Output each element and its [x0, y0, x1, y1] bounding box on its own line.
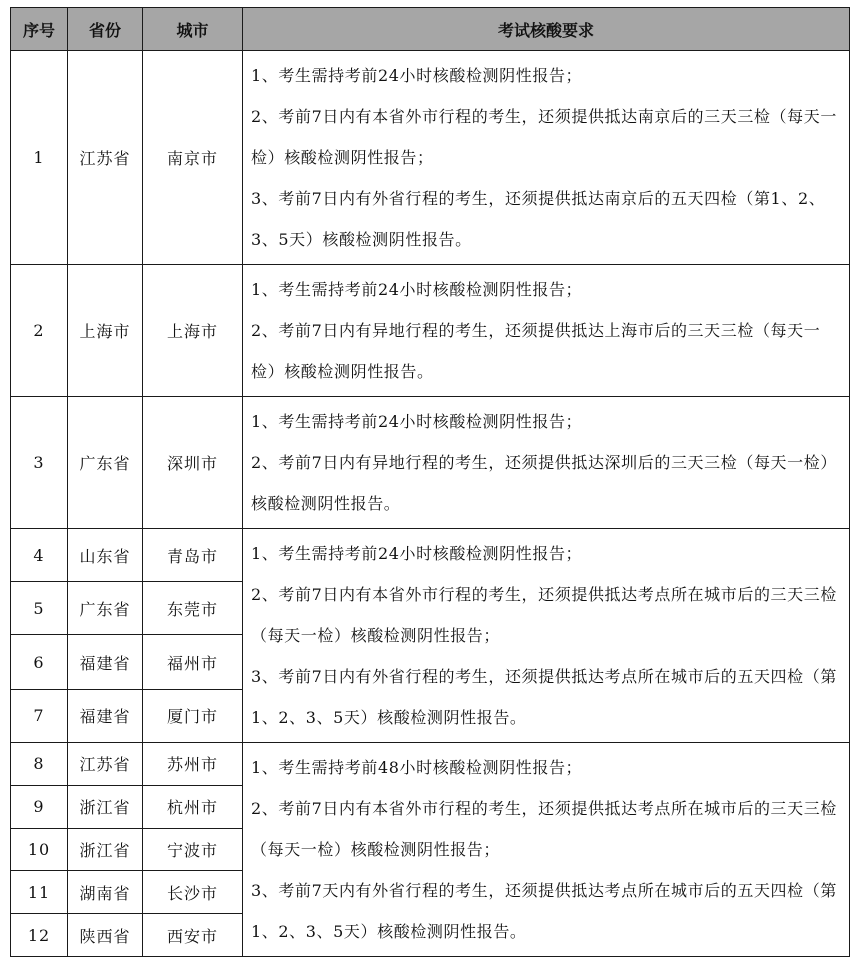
province-cell: 江苏省: [68, 743, 143, 786]
table-row: [11, 529, 850, 582]
serial-number-cell: 9: [11, 785, 68, 828]
requirement-item: 1、考生需持考前24小时核酸检测阴性报告；: [251, 412, 583, 431]
header-city: 城市: [143, 8, 243, 51]
city-cell: 长沙市: [143, 871, 243, 914]
requirement-item: 2、考前7日内有本省外市行程的考生，还须提供抵达南京后的三天三检（每天一检）核酸检测阴性报告；: [251, 107, 837, 167]
province-cell: 江苏省: [68, 51, 143, 265]
table-row: [11, 51, 850, 265]
province-cell: 上海市: [68, 265, 143, 397]
requirement-item: 1、考生需持考前48小时核酸检测阴性报告；: [251, 758, 583, 777]
table-row: [11, 265, 850, 397]
serial-number-cell: 3: [11, 397, 68, 529]
city-cell: 宁波市: [143, 828, 243, 871]
serial-number-cell: 5: [11, 582, 68, 635]
serial-number-cell: 10: [11, 828, 68, 871]
requirement-cell: [243, 51, 850, 265]
serial-number-cell: 6: [11, 635, 68, 689]
serial-number-cell: 11: [11, 871, 68, 914]
province-cell: 湖南省: [68, 871, 143, 914]
province-cell: 陕西省: [68, 914, 143, 957]
province-cell: 福建省: [68, 635, 143, 689]
requirement-item: 3、考前7天内有外省行程的考生，还须提供抵达考点所在城市后的五天四检（第1、2、3、5天）核酸检测阴性报告。: [251, 881, 837, 941]
serial-number-cell: 7: [11, 689, 68, 742]
province-cell: 山东省: [68, 529, 143, 582]
province-cell: 广东省: [68, 397, 143, 529]
requirement-cell: [243, 743, 850, 957]
requirement-item: 3、考前7日内有外省行程的考生，还须提供抵达考点所在城市后的五天四检（第1、2、3、5天）核酸检测阴性报告。: [251, 667, 837, 727]
province-cell: 浙江省: [68, 828, 143, 871]
city-cell: 苏州市: [143, 743, 243, 786]
city-cell: 上海市: [143, 265, 243, 397]
city-cell: 厦门市: [143, 689, 243, 742]
city-cell: 青岛市: [143, 529, 243, 582]
requirement-item: 1、考生需持考前24小时核酸检测阴性报告；: [251, 66, 583, 85]
table-row: [11, 397, 850, 529]
requirement-item: 2、考前7日内有异地行程的考生，还须提供抵达深圳后的三天三检（每天一检）核酸检测阴性报告。: [251, 453, 837, 513]
requirement-item: 1、考生需持考前24小时核酸检测阴性报告；: [251, 280, 583, 299]
requirement-item: 2、考前7日内有本省外市行程的考生，还须提供抵达考点所在城市后的三天三检（每天一检）核酸检测阴性报告；: [251, 799, 837, 859]
serial-number-cell: 2: [11, 265, 68, 397]
header-row: [11, 8, 850, 51]
serial-number-cell: 12: [11, 914, 68, 957]
city-cell: 深圳市: [143, 397, 243, 529]
requirement-item: 3、考前7日内有外省行程的考生，还须提供抵达南京后的五天四检（第1、2、3、5天）核酸检测阴性报告。: [251, 189, 826, 249]
requirement-cell: [243, 397, 850, 529]
header-requirement: 考试核酸要求: [243, 8, 850, 51]
requirement-item: 2、考前7日内有本省外市行程的考生，还须提供抵达考点所在城市后的三天三检（每天一检）核酸检测阴性报告；: [251, 585, 837, 645]
table-row: [11, 743, 850, 786]
province-cell: 福建省: [68, 689, 143, 742]
province-cell: 浙江省: [68, 785, 143, 828]
city-cell: 东莞市: [143, 582, 243, 635]
city-cell: 福州市: [143, 635, 243, 689]
nucleic-acid-requirements-table: [10, 7, 850, 957]
header-serial-number: 序号: [11, 8, 68, 51]
city-cell: 南京市: [143, 51, 243, 265]
header-province: 省份: [68, 8, 143, 51]
requirement-item: 1、考生需持考前24小时核酸检测阴性报告；: [251, 544, 583, 563]
city-cell: 杭州市: [143, 785, 243, 828]
serial-number-cell: 4: [11, 529, 68, 582]
city-cell: 西安市: [143, 914, 243, 957]
serial-number-cell: 1: [11, 51, 68, 265]
requirement-cell: [243, 265, 850, 397]
serial-number-cell: 8: [11, 743, 68, 786]
province-cell: 广东省: [68, 582, 143, 635]
requirement-cell: [243, 529, 850, 743]
requirement-item: 2、考前7日内有异地行程的考生，还须提供抵达上海市后的三天三检（每天一检）核酸检测阴性报告。: [251, 321, 821, 381]
